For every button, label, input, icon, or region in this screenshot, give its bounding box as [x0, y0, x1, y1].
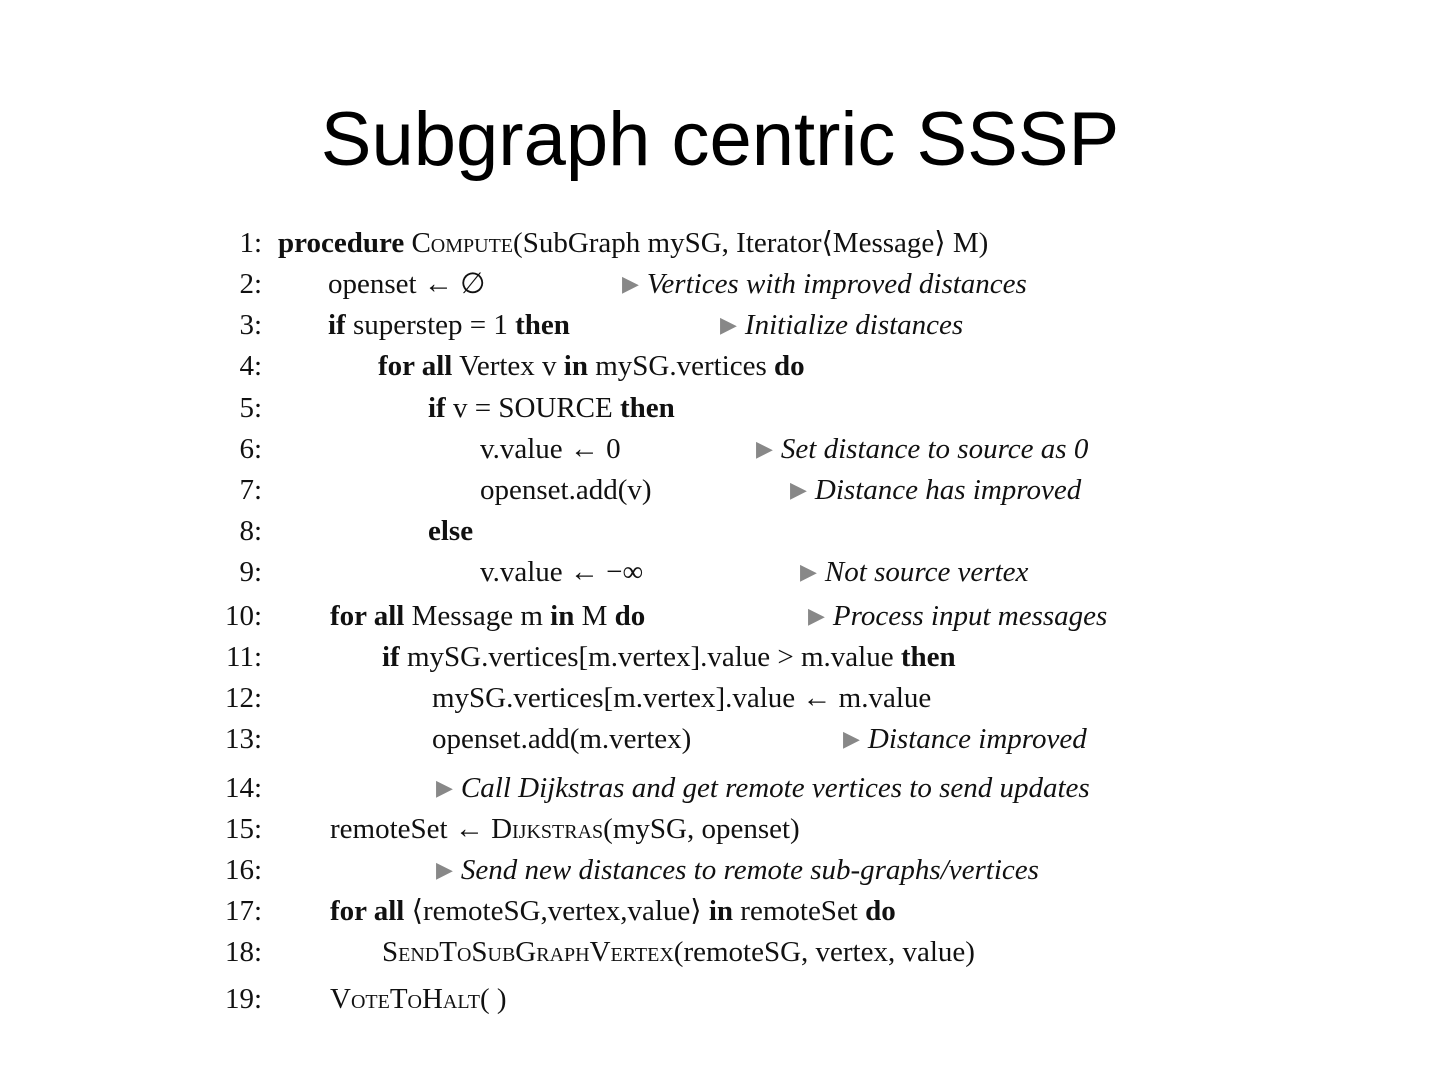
algorithm-line	[0, 891, 1440, 931]
comment-text: Distance has improved	[814, 474, 1082, 506]
comment-text: Initialize distances	[744, 309, 964, 341]
algorithm-line	[0, 552, 1440, 592]
comment	[436, 850, 1039, 890]
comment-triangle-icon: ▶	[790, 477, 807, 502]
algorithm-line	[0, 470, 1440, 510]
line-number: 18:	[224, 936, 262, 968]
statement	[328, 264, 485, 304]
line-number: 3:	[239, 309, 262, 341]
comment	[808, 596, 1107, 636]
line-number: 15:	[224, 813, 262, 845]
algorithm-line	[0, 637, 1440, 677]
line-number: 10:	[224, 600, 262, 632]
code-text: Vertex v	[452, 350, 564, 382]
line-number: 17:	[224, 895, 262, 927]
comment-triangle-icon: ▶	[436, 857, 453, 882]
keyword: for all	[330, 600, 405, 632]
comment	[756, 429, 1088, 469]
comment	[436, 768, 1090, 808]
comment	[800, 552, 1028, 592]
line-number: 8:	[239, 515, 262, 547]
statement	[480, 470, 652, 510]
algorithm-line	[0, 264, 1440, 304]
algorithm-line	[0, 305, 1440, 345]
algorithm-line	[0, 768, 1440, 808]
algorithm-line	[0, 346, 1440, 386]
algorithm-line	[0, 932, 1440, 972]
code-text: Message m	[404, 600, 551, 632]
algorithm-line	[0, 429, 1440, 469]
statement	[382, 932, 975, 972]
line-number: 2:	[239, 268, 262, 300]
statement	[432, 678, 931, 718]
code-text: M	[574, 600, 615, 632]
statement	[428, 511, 473, 551]
comment-text: Process input messages	[832, 600, 1108, 632]
keyword: for all	[378, 350, 453, 382]
statement	[480, 429, 621, 469]
line-number: 5:	[239, 392, 262, 424]
statement	[330, 596, 645, 636]
code-text: mySG.vertices[m.vertex].value > m.value	[399, 641, 901, 673]
procedure-name: SendToSubGraphVertex	[382, 936, 674, 968]
statement	[378, 346, 805, 386]
statement	[278, 223, 988, 263]
statement	[330, 891, 896, 931]
algorithm-line	[0, 223, 1440, 263]
code-text: mySG.vertices	[587, 350, 775, 382]
code-text: v = SOURCE	[445, 392, 620, 424]
code-text: mySG.vertices[m.vertex].value ← m.value	[432, 682, 932, 714]
statement	[428, 388, 675, 428]
statement	[328, 305, 570, 345]
keyword: else	[428, 515, 474, 547]
keyword: procedure	[278, 227, 405, 259]
code-text: (mySG, openset)	[603, 813, 800, 845]
comment-text: Not source vertex	[824, 556, 1029, 588]
code-text: openset.add(m.vertex)	[432, 723, 692, 755]
comment-triangle-icon: ▶	[622, 271, 639, 296]
code-text: openset ← ∅	[328, 268, 486, 300]
line-number: 9:	[239, 556, 262, 588]
code-text: ( )	[479, 983, 507, 1015]
keyword: in	[563, 350, 588, 382]
code-text: (remoteSG, vertex, value)	[673, 936, 975, 968]
keyword: do	[614, 600, 646, 632]
keyword: in	[708, 895, 734, 927]
comment	[843, 719, 1087, 759]
keyword: for all	[330, 895, 405, 927]
comment-triangle-icon: ▶	[720, 312, 737, 337]
comment-triangle-icon: ▶	[436, 775, 453, 800]
keyword: if	[428, 392, 446, 424]
line-number: 11:	[226, 641, 262, 673]
line-number: 7:	[239, 474, 262, 506]
comment-triangle-icon: ▶	[843, 726, 860, 751]
algorithm-line	[0, 596, 1440, 636]
statement	[330, 979, 507, 1019]
procedure-name: VoteToHalt	[330, 983, 480, 1015]
line-number: 1:	[239, 227, 262, 259]
statement	[382, 637, 956, 677]
comment-text: Vertices with improved distances	[646, 268, 1027, 300]
comment	[622, 264, 1027, 304]
statement	[330, 809, 800, 849]
keyword: then	[620, 392, 675, 424]
code-text: remoteSet	[733, 895, 866, 927]
code-text: openset.add(v)	[480, 474, 652, 506]
line-number: 12:	[224, 682, 262, 714]
code-text: v.value ← −∞	[480, 556, 644, 588]
code-text: v.value ← 0	[480, 433, 621, 465]
comment-triangle-icon: ▶	[808, 603, 825, 628]
comment-triangle-icon: ▶	[800, 559, 817, 584]
procedure-name: Dijkstras	[491, 813, 604, 845]
comment	[790, 470, 1081, 510]
line-number: 4:	[239, 350, 262, 382]
comment-text: Distance improved	[867, 723, 1087, 755]
statement	[480, 552, 643, 592]
keyword: then	[515, 309, 570, 341]
line-number: 14:	[224, 772, 262, 804]
code-text: (SubGraph mySG, Iterator⟨Message⟩ M)	[513, 227, 989, 259]
line-number: 19:	[224, 983, 262, 1015]
keyword: if	[382, 641, 400, 673]
line-number: 6:	[239, 433, 262, 465]
keyword: do	[774, 350, 805, 382]
keyword: do	[865, 895, 896, 927]
line-number: 16:	[224, 854, 262, 886]
algorithm-line	[0, 850, 1440, 890]
comment-text: Call Dijkstras and get remote vertices to send updates	[460, 772, 1090, 804]
code-text: remoteSet ←	[330, 813, 492, 845]
algorithm-line	[0, 719, 1440, 759]
algorithm-line	[0, 511, 1440, 551]
comment-text: Send new distances to remote sub-graphs/vertices	[460, 854, 1039, 886]
procedure-name: Compute	[411, 227, 514, 259]
keyword: if	[328, 309, 346, 341]
comment-text: Set distance to source as 0	[780, 433, 1089, 465]
keyword: in	[550, 600, 575, 632]
algorithm-line	[0, 678, 1440, 718]
comment-triangle-icon: ▶	[756, 436, 773, 461]
keyword: then	[900, 641, 956, 673]
line-number: 13:	[224, 723, 262, 755]
algorithm-line	[0, 809, 1440, 849]
slide-title: Subgraph centric SSSP	[320, 97, 1120, 182]
statement	[432, 719, 691, 759]
code-text: superstep = 1	[345, 309, 516, 341]
algorithm-line	[0, 979, 1440, 1019]
algorithm-line	[0, 388, 1440, 428]
code-text: ⟨remoteSG,vertex,value⟩	[404, 895, 709, 927]
comment	[720, 305, 963, 345]
